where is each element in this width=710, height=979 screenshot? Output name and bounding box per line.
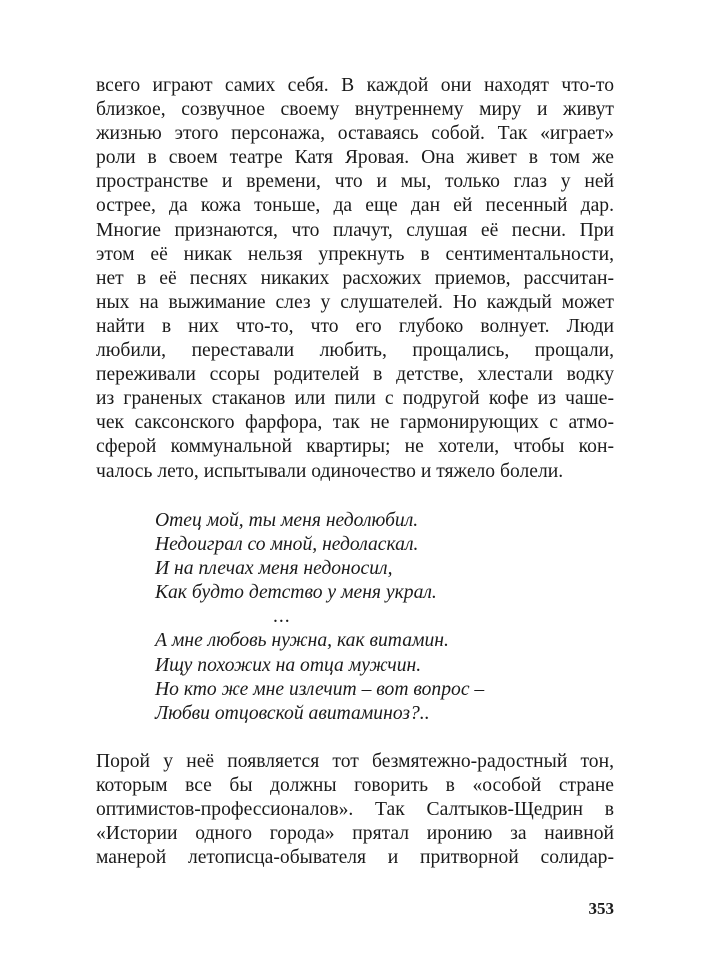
verse-line: Но кто же мне излечит – вот вопрос –: [155, 678, 485, 700]
text-line: сферой коммунальной квартиры; не хотели, чтобы кон-: [96, 436, 614, 458]
text-line: любили, переставали любить, прощались, прощали,: [96, 340, 614, 362]
text-line: оптимистов-профессионалов». Так Салтыков-Щедрин в: [96, 799, 614, 821]
text-line: «Истории одного города» прятал иронию за наивной: [96, 823, 614, 845]
text-line: роли в своем театре Катя Яровая. Она живет в том же: [96, 147, 614, 169]
text-line: найти в них что-то, что его глубоко волнует. Люди: [96, 315, 614, 337]
text-line: которым все бы должны говорить в «особой стране: [96, 775, 614, 797]
verse-line: И на плечах меня недоносил,: [155, 558, 393, 580]
text-line: Порой у неё появляется тот безмятежно-радостный тон,: [96, 751, 614, 772]
text-line: манерой летописца-обывателя и притворной солидар-: [96, 847, 614, 869]
text-line: жизнью этого персонажа, оставаясь собой. Так «играет»: [96, 123, 614, 145]
text-line: этом её никак нельзя упрекнуть в сентиментальности,: [96, 243, 614, 265]
verse-line: Недоиграл со мной, недоласкал.: [155, 534, 419, 556]
text-line: чек саксонского фарфора, так не гармонирующих с атмо-: [96, 412, 614, 434]
verse-line: Любви отцовской авитаминоз?..: [155, 702, 430, 724]
text-line: пространстве и времени, что и мы, только глаз у ней: [96, 171, 614, 193]
verse-line: Отец мой, ты меня недолюбил.: [155, 510, 419, 531]
verse-line: А мне любовь нужна, как витамин.: [155, 630, 449, 652]
page-number: 353: [588, 899, 614, 918]
text-line: переживали ссоры родителей в детстве, хлестали водку: [96, 364, 614, 386]
paragraph-2: [96, 750, 614, 870]
text-line: из граненых стаканов или пили с подругой кофе из чаше-: [96, 388, 614, 410]
verse-line: Ищу похожих на отца мужчин.: [155, 654, 422, 676]
verse-line: Как будто детство у меня украл.: [155, 582, 437, 604]
text-line: чалось лето, испытывали одиночество и тяжело болели.: [96, 460, 564, 482]
poem-quote: [155, 509, 575, 726]
paragraph-1: [96, 74, 614, 484]
text-line: Многие признаются, что плачут, слушая её песни. При: [96, 219, 614, 241]
stanza-separator: ...: [273, 606, 291, 628]
text-line: близкое, созвучное своему внутреннему миру и живут: [96, 99, 614, 121]
text-line: острее, да кожа тоньше, да еще дан ей песенный дар.: [96, 195, 614, 217]
text-line: нет в её песнях никаких расхожих приемов, рассчитан-: [96, 267, 614, 289]
text-line: всего играют самих себя. В каждой они находят что-то: [96, 75, 614, 96]
text-line: ных на выжимание слез у слушателей. Но каждый может: [96, 291, 614, 313]
